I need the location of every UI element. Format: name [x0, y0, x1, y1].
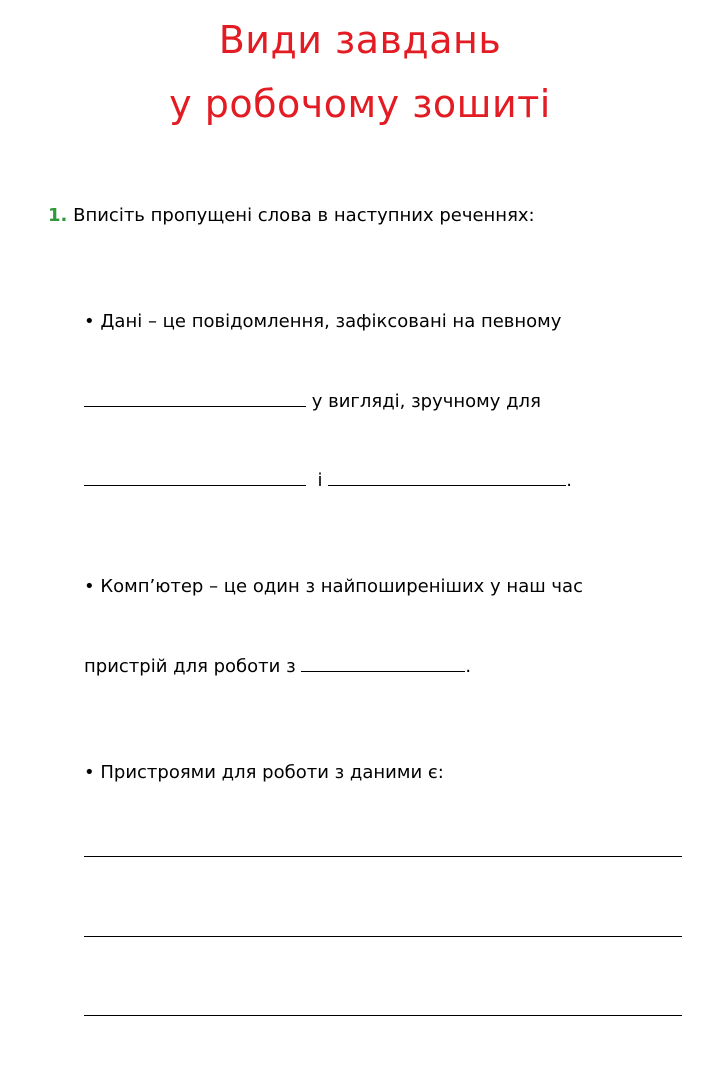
sentence-1-line-2 [48, 389, 698, 416]
sentence-2-text: Комп’ютер – це один з найпоширеніших у наш час [100, 576, 583, 597]
bullet: • [84, 762, 95, 783]
answer-line[interactable] [84, 919, 682, 937]
answer-blank[interactable] [301, 654, 465, 672]
sentence-2-line-1 [48, 574, 698, 601]
answer-line[interactable] [84, 998, 682, 1016]
sentence-3-text: Пристроями для роботи з даними є: [100, 762, 443, 783]
task-instruction: Вписіть пропущені слова в наступних реченнях: [73, 205, 535, 226]
bullet: • [84, 311, 95, 332]
title-line-2: у робочому зошиті [0, 72, 720, 136]
answer-blank[interactable] [328, 468, 566, 486]
sentence-1-text: Дані – це повідомлення, зафіксовані на певному [100, 311, 561, 332]
sentence-1-period: . [566, 470, 572, 491]
sentence-1-text-2: у вигляді, зручному для [312, 391, 541, 412]
task-number: 1. [48, 205, 67, 226]
sentence-2-period: . [465, 656, 471, 677]
task-instruction-row [48, 203, 698, 230]
title-line-1: Види завдань [0, 8, 720, 72]
sentence-1-conjunction: і [317, 470, 322, 491]
answer-line-row [48, 919, 698, 946]
bullet: • [84, 576, 95, 597]
answer-line-row [48, 998, 698, 1025]
answer-blank[interactable] [84, 468, 306, 486]
sentence-1-line-1 [48, 309, 698, 336]
sentence-1-line-3 [48, 468, 698, 495]
sentence-2-text-2: пристрій для роботи з [84, 656, 296, 677]
answer-line-row [48, 839, 698, 866]
page-title [0, 8, 720, 136]
task-body [48, 150, 698, 1080]
answer-line[interactable] [84, 839, 682, 857]
answer-line-row [48, 1078, 698, 1080]
answer-line[interactable] [84, 1078, 452, 1080]
sentence-3-line-1 [48, 760, 698, 787]
answer-blank[interactable] [84, 389, 306, 407]
sentence-2-line-2 [48, 654, 698, 681]
